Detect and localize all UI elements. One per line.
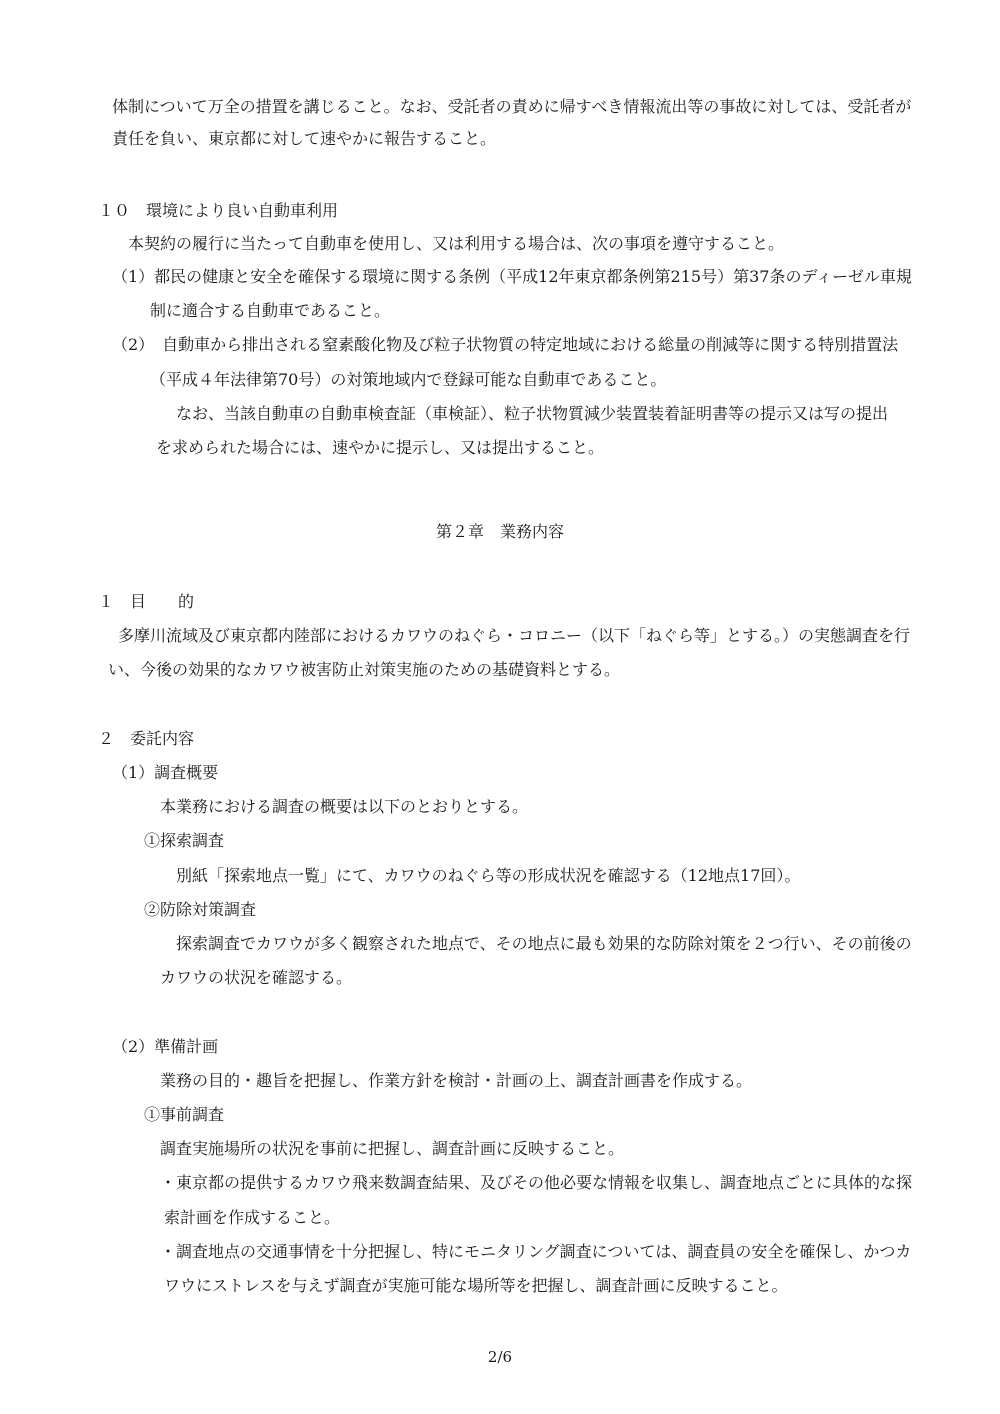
intro-line-1: 体制について万全の措置を講じること。なお、受託者の責めに帰すべき情報流出等の事故に対しては、受託者が bbox=[112, 97, 912, 116]
section-10-item-1-line-2: 制に適合する自動車であること。 bbox=[150, 301, 391, 320]
search-survey-text: 別紙「探索地点一覧」にて、カワウのねぐら等の形成状況を確認する（12地点17回）。 bbox=[176, 866, 801, 885]
control-survey-line-2: カワウの状況を確認する。 bbox=[160, 968, 353, 987]
search-survey-heading: ①探索調査 bbox=[144, 831, 225, 850]
section-10-lead: 本契約の履行に当たって自動車を使用し、又は利用する場合は、次の事項を遵守すること。 bbox=[128, 234, 785, 253]
overview-heading: （1）調査概要 bbox=[112, 763, 219, 782]
overview-lead: 本業務における調査の概要は以下のとおりとする。 bbox=[160, 797, 529, 816]
section-10-item-1-line-1: （1）都民の健康と安全を確保する環境に関する条例（平成12年東京都条例第215号）第37条のディーゼル車規 bbox=[112, 267, 912, 286]
pre-survey-bullet-1-line-2: 索計画を作成すること。 bbox=[164, 1208, 341, 1227]
section-10-heading: １０ 環境により良い自動車利用 bbox=[98, 201, 339, 220]
pre-survey-text: 調査実施場所の状況を事前に把握し、調査計画に反映すること。 bbox=[160, 1139, 625, 1158]
pre-survey-bullet-2-line-2: ワウにストレスを与えず調査が実施可能な場所等を把握し、調査計画に反映すること。 bbox=[164, 1276, 788, 1295]
plan-lead: 業務の目的・趣旨を把握し、作業方針を検討・計画の上、調査計画書を作成する。 bbox=[160, 1071, 753, 1090]
intro-line-2: 責任を負い、東京都に対して速やかに報告すること。 bbox=[112, 129, 497, 148]
page-number: 2/6 bbox=[487, 1348, 513, 1366]
section-10-item-2-line-2: （平成４年法律第70号）の対策地域内で登録可能な自動車であること。 bbox=[150, 370, 667, 389]
plan-heading: （2）準備計画 bbox=[112, 1037, 219, 1056]
control-survey-line-1: 探索調査でカワウが多く観察された地点で、その地点に最も効果的な防除対策を２つ行い、その前後の bbox=[176, 934, 912, 953]
purpose-line-2: い、今後の効果的なカワウ被害防止対策実施のための基礎資料とする。 bbox=[108, 660, 621, 679]
pre-survey-bullet-1-line-1: ・東京都の提供するカワウ飛来数調査結果、及びその他必要な情報を収集し、調査地点ごとに具体的な探 bbox=[160, 1173, 913, 1192]
section-10-item-2-line-1: （2） 自動車から排出される窒素酸化物及び粒子状物質の特定地域における総量の削減等に関する特別措置法 bbox=[112, 335, 899, 354]
control-survey-heading: ②防除対策調査 bbox=[144, 900, 257, 919]
purpose-line-1: 多摩川流域及び東京都内陸部におけるカワウのねぐら・コロニー（以下「ねぐら等」とする。）の実態調査を行 bbox=[118, 626, 911, 645]
section-10-note-line-1: なお、当該自動車の自動車検査証（車検証）、粒子状物質減少装置装着証明書等の提示又は写の提出 bbox=[176, 404, 889, 423]
pre-survey-bullet-2-line-1: ・調査地点の交通事情を十分把握し、特にモニタリング調査については、調査員の安全を確保し、かつカ bbox=[160, 1242, 912, 1261]
section-10-note-line-2: を求められた場合には、速やかに提示し、又は提出すること。 bbox=[156, 438, 605, 457]
pre-survey-heading: ①事前調査 bbox=[144, 1105, 225, 1124]
chapter-2-title: 第２章 業務内容 bbox=[435, 522, 564, 541]
purpose-heading: １ 目 的 bbox=[98, 592, 195, 611]
commission-heading: ２ 委託内容 bbox=[98, 729, 195, 748]
